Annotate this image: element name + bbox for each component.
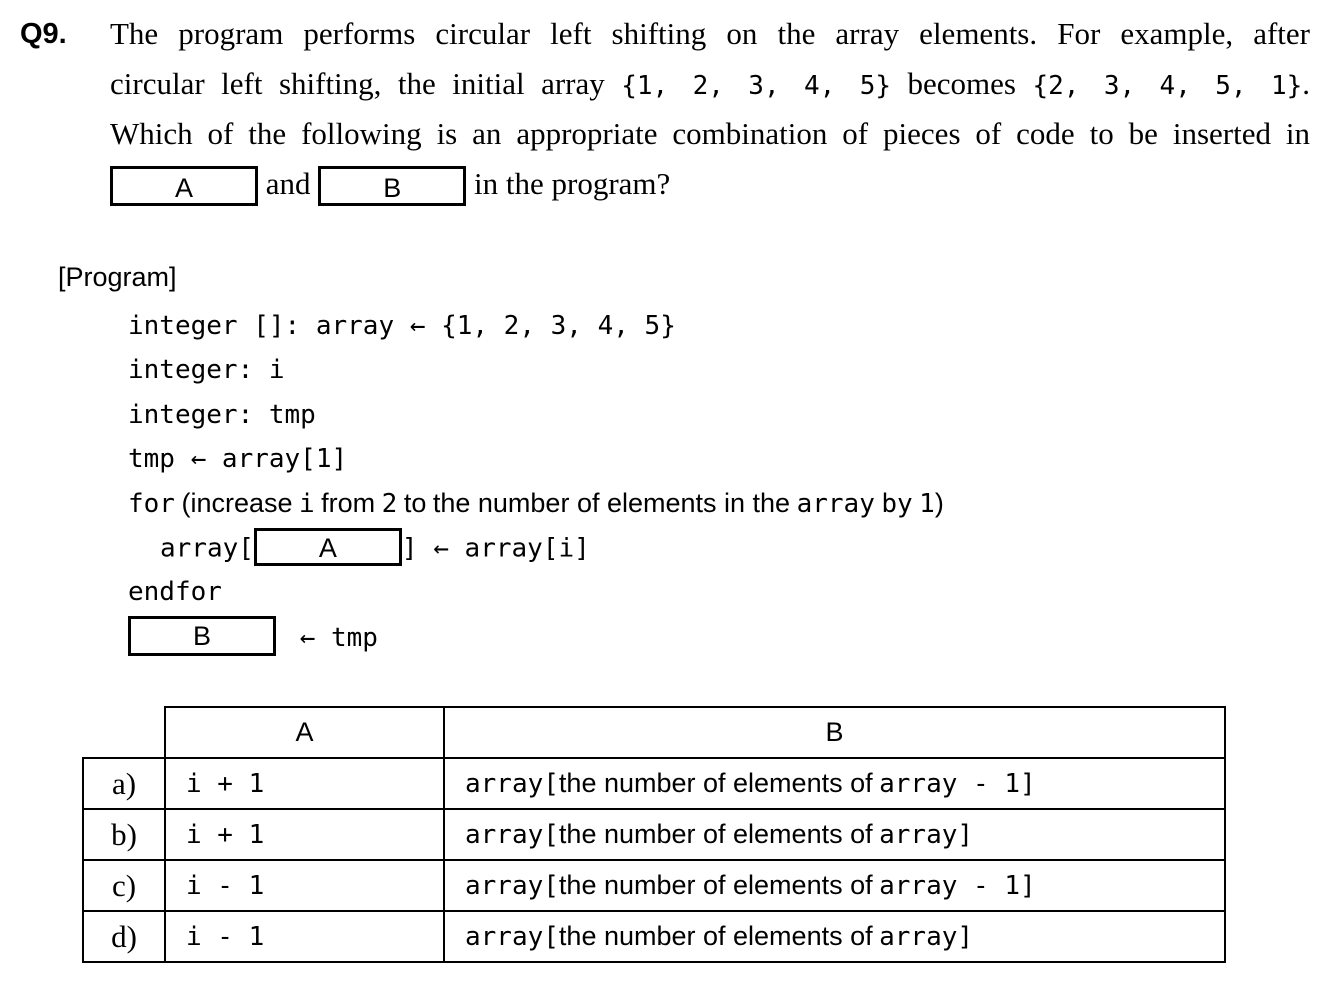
header-a: A [165, 707, 444, 758]
b-text: the number of elements of [558, 768, 873, 798]
b-suffix: array] [879, 820, 974, 850]
for-start: 2 [381, 489, 398, 519]
and-word: and [265, 166, 311, 201]
b-prefix: array[ [465, 820, 559, 850]
for-var: i [299, 489, 315, 519]
table-row[interactable] [83, 860, 1225, 911]
question-line-3: Which of the following is an appropriate combination of pieces of code to be inserted in [110, 116, 1310, 151]
body-prefix: array[ [160, 533, 254, 564]
table-row[interactable] [83, 758, 1225, 809]
code-line-declare-i: integer: i [128, 355, 285, 385]
last-blank-b-box [128, 616, 276, 656]
option-b-code [444, 809, 1225, 860]
b-text: the number of elements of [558, 921, 873, 951]
for-open: (increase [181, 488, 293, 518]
option-b-code [444, 911, 1225, 962]
option-label: d) [83, 911, 165, 962]
blank-a-label: A [174, 172, 193, 203]
code-line-assign-tmp [128, 618, 378, 658]
option-a-code: i + 1 [165, 758, 444, 809]
table-row[interactable] [83, 911, 1225, 962]
code-line-endfor: endfor [128, 577, 222, 607]
b-text: the number of elements of [558, 870, 873, 900]
body-blank-a-box [254, 528, 402, 566]
result-array: {2, 3, 4, 5, 1} [1032, 71, 1303, 101]
option-a-code: i + 1 [165, 809, 444, 860]
for-close: ) [934, 488, 944, 518]
body-suffix: ] ← array[i] [401, 533, 590, 564]
b-prefix: array[ [465, 922, 559, 952]
for-array: array [796, 489, 875, 519]
code-line-declare-array: integer []: array ← {1, 2, 3, 4, 5} [128, 311, 676, 341]
question-line-2-prefix: circular left shifting, the initial array [110, 66, 605, 101]
for-keyword: for [128, 489, 175, 519]
code-line-tmp-assign: tmp ← array[1] [128, 444, 348, 474]
for-by: by [881, 489, 913, 519]
b-suffix: array - 1] [879, 769, 1036, 799]
question-line-4 [110, 166, 670, 207]
b-suffix: array - 1] [879, 871, 1036, 901]
for-step: 1 [919, 489, 935, 519]
code-line-loop-body [160, 530, 590, 568]
question-line-4-suffix: in the program? [474, 166, 671, 201]
for-desc: the number of elements in the [432, 488, 791, 518]
for-to: to [403, 488, 427, 518]
option-b-code [444, 860, 1225, 911]
code-line-for [128, 485, 944, 522]
question-line-1: The program performs circular left shifting on the array elements. For example, after [110, 16, 1310, 51]
option-label: b) [83, 809, 165, 860]
code-line-declare-tmp: integer: tmp [128, 400, 316, 430]
table-row[interactable] [83, 809, 1225, 860]
blank-b-box [318, 166, 466, 206]
header-corner [83, 707, 165, 758]
last-blank-b-label: B [192, 621, 211, 651]
last-suffix: ← tmp [299, 622, 378, 653]
body-blank-a-label: A [318, 533, 337, 563]
initial-array: {1, 2, 3, 4, 5} [621, 71, 892, 101]
answer-table [82, 706, 1226, 963]
b-prefix: array[ [465, 769, 559, 799]
b-prefix: array[ [465, 871, 559, 901]
option-label: c) [83, 860, 165, 911]
blank-a-box [110, 166, 258, 206]
option-a-code: i - 1 [165, 860, 444, 911]
question-line-2 [110, 66, 1310, 104]
b-suffix: array] [879, 922, 974, 952]
option-a-code: i - 1 [165, 911, 444, 962]
for-from: from [321, 488, 376, 518]
header-b: B [444, 707, 1225, 758]
question-number: Q9. [20, 18, 67, 50]
option-b-code [444, 758, 1225, 809]
question-line-2-end: . [1302, 66, 1310, 101]
blank-b-label: B [383, 172, 402, 203]
answer-table-header [83, 707, 1225, 758]
program-label: [Program] [58, 262, 177, 292]
b-text: the number of elements of [558, 819, 873, 849]
question-line-2-mid: becomes [907, 66, 1016, 101]
option-label: a) [83, 758, 165, 809]
